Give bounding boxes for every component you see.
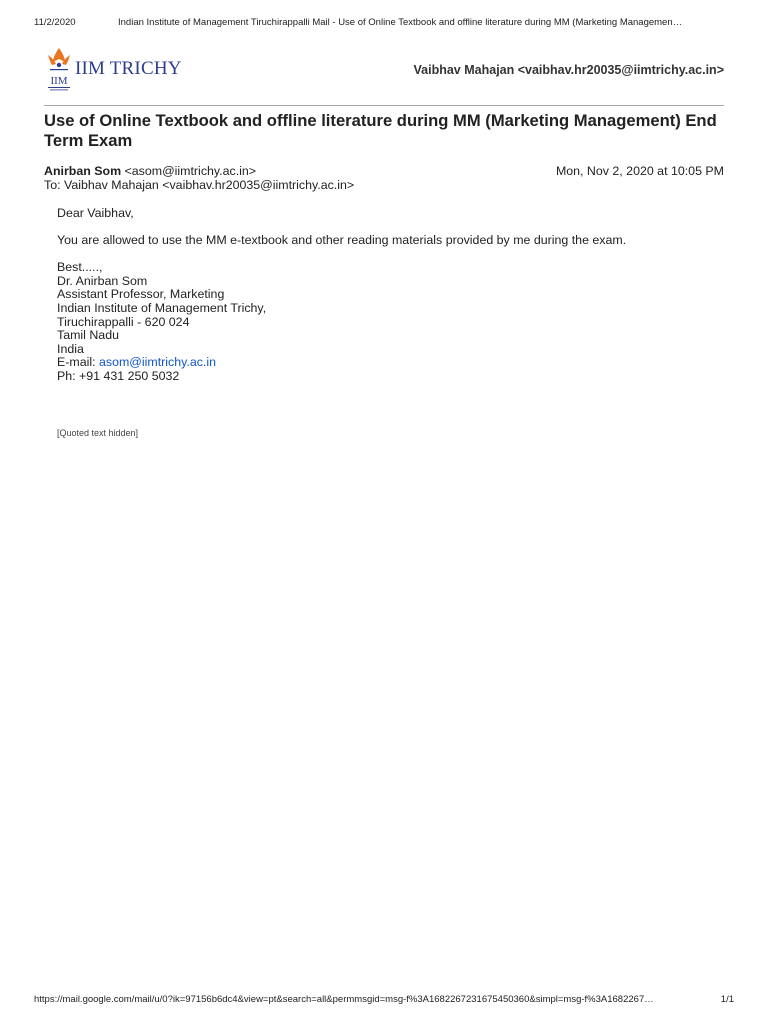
email-subject: Use of Online Textbook and offline literature during MM (Marketing Management) End Term Exam <box>44 111 717 150</box>
mail-header <box>44 44 724 104</box>
print-url: https://mail.google.com/mail/u/0?ik=97156b6dc4&view=pt&search=all&permmsgid=msg-f%3A1682267231675450360&simpl=msg-f%3A1682267… <box>34 994 654 1005</box>
from-line <box>44 164 724 178</box>
signature-name: Dr. Anirban Som <box>57 273 148 288</box>
quoted-text-toggle[interactable]: [Quoted text hidden] <box>57 428 139 438</box>
recipient-line: To: Vaibhav Mahajan <vaibhav.hr20035@iimtrichy.ac.in> <box>44 178 355 192</box>
logo-text: IIM TRICHY <box>75 58 182 79</box>
greeting: Dear Vaibhav, <box>57 206 134 220</box>
iim-trichy-logo <box>44 44 184 94</box>
signature-state: Tamil Nadu <box>57 328 119 343</box>
signature <box>57 261 717 383</box>
signature-phone: Ph: +91 431 250 5032 <box>57 368 180 383</box>
sender-email: <asom@iimtrichy.ac.in> <box>121 164 257 178</box>
svg-text:IIM: IIM <box>50 75 68 87</box>
signature-institution: Indian Institute of Management Trichy, <box>57 300 267 315</box>
signature-email-label: E-mail: <box>57 355 99 370</box>
body-text: You are allowed to use the MM e-textbook and other reading materials provided by me during the exam. <box>57 232 627 247</box>
account-identity: Vaibhav Mahajan <vaibhav.hr20035@iimtrichy.ac.in> <box>413 63 724 77</box>
sender-name: Anirban Som <box>44 164 122 178</box>
signature-closing: Best....., <box>57 260 103 275</box>
print-date: 11/2/2020 <box>34 17 76 28</box>
signature-city: Tiruchirappalli - 620 024 <box>57 314 190 329</box>
message-date: Mon, Nov 2, 2020 at 10:05 PM <box>555 164 724 178</box>
message-meta <box>44 164 724 192</box>
iim-emblem-icon <box>44 46 74 92</box>
signature-email-link[interactable]: asom@iimtrichy.ac.in <box>99 355 217 370</box>
message-body <box>57 207 717 384</box>
signature-email-line <box>57 356 717 370</box>
page-number: 1/1 <box>720 994 734 1005</box>
signature-title: Assistant Professor, Marketing <box>57 287 225 302</box>
signature-country: India <box>57 341 84 356</box>
header-divider <box>44 105 724 106</box>
print-title: Indian Institute of Management Tiruchirappalli Mail - Use of Online Textbook and offline literature during MM (Marketing Managemen… <box>118 17 683 28</box>
